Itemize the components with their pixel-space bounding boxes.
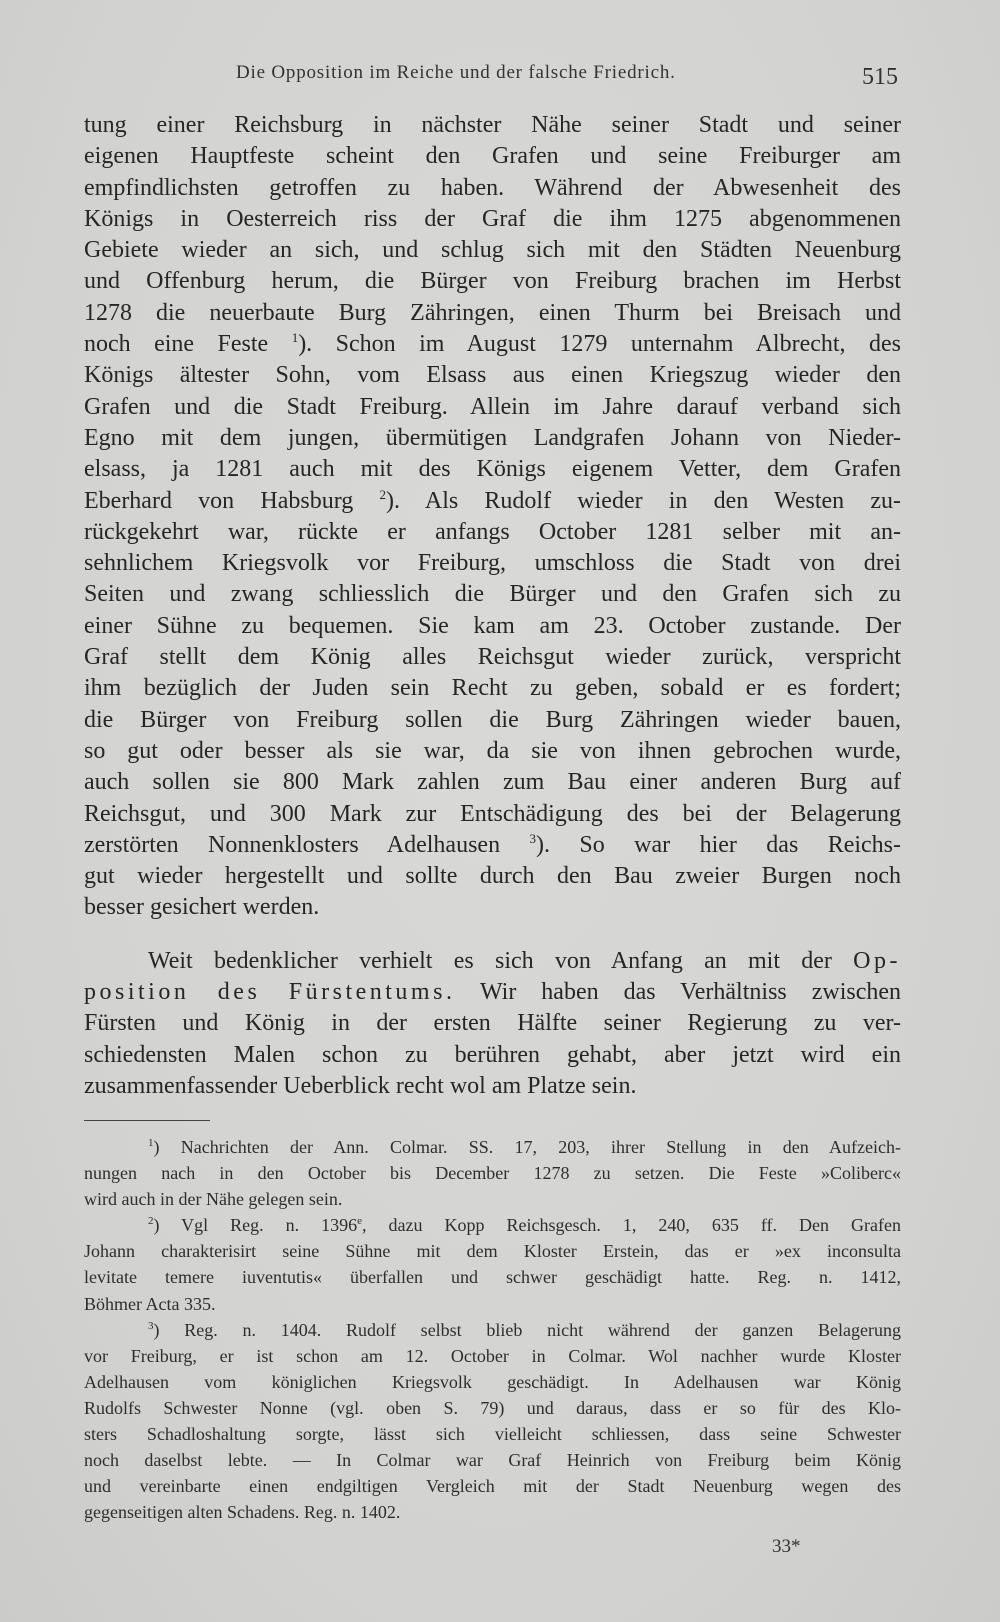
text-line: rückgekehrt war, rückte er anfangs October 1281 selber mit an- (84, 518, 901, 545)
text-line: Königs in Oesterreich riss der Graf die ihm 1275 abgenommenen (84, 205, 901, 232)
text-line: gut wieder hergestellt und sollte durch den Bau zweier Burgen noch (84, 863, 901, 890)
text-line: die Bürger von Freiburg sollen die Burg Zähringen wieder bauen, (84, 706, 901, 733)
page-number: 515 (862, 64, 898, 90)
text-fragment: Eberhard von Habsburg (84, 487, 354, 514)
text-line: elsass, ja 1281 auch mit des Königs eigenem Vetter, dem Grafen (84, 456, 901, 483)
footnote-line: gegenseitigen alten Schadens. Reg. n. 1402. (84, 1502, 401, 1523)
text-fragment: noch eine Feste (84, 331, 269, 358)
text-fragment: ). Als Rudolf wieder in den Westen zu- (385, 487, 902, 514)
page-header (84, 58, 904, 98)
text-fragment: ). Schon im August 1279 unternahm Albrecht, des (298, 331, 902, 358)
text-line: Egno mit dem jungen, übermütigen Landgrafen Johann von Nieder- (84, 424, 901, 451)
text-line: eigenen Hauptfeste scheint den Grafen und seine Freiburger am (84, 143, 901, 170)
text-fragment: Weit bedenklicher verhielt es sich von Anfang an mit der (148, 947, 854, 974)
text-line: schiedensten Malen schon zu berühren gehabt, aber jetzt wird ein (84, 1041, 901, 1068)
text-line: und Offenburg herum, die Bürger von Freiburg brachen im Herbst (84, 268, 901, 295)
text-line: Königs ältester Sohn, vom Elsass aus einen Kriegszug wieder den (84, 362, 901, 389)
text-line (84, 329, 901, 360)
text-line: einer Sühne zu bequemen. Sie kam am 23. October zustande. Der (84, 612, 901, 639)
footnote-marker-2: 2 (379, 486, 386, 502)
main-text (84, 110, 901, 1102)
footnote-text: ) Reg. n. 1404. Rudolf selbst blieb nicht während der ganzen Belagerung (153, 1319, 901, 1340)
text-line (84, 946, 901, 977)
printer-signature: 33* (772, 1536, 801, 1557)
footnote-divider (84, 1120, 210, 1121)
footnote-line (84, 1317, 901, 1343)
text-line: 1278 die neuerbaute Burg Zähringen, einen Thurm bei Breisach und (84, 299, 901, 326)
text-line: Gebiete wieder an sich, und schlug sich mit den Städten Neuenburg (84, 237, 901, 264)
footnotes (84, 1134, 901, 1525)
text-line: ihm bezüglich der Juden sein Recht zu geben, sobald er es fordert; (84, 675, 901, 702)
footnote-text: ) Nachrichten der Ann. Colmar. SS. 17, 203, ihrer Stellung in den Aufzeich- (153, 1137, 901, 1157)
text-line: so gut oder besser als sie war, da sie von ihnen gebrochen wurde, (84, 737, 901, 764)
footnote-line: Rudolfs Schwester Nonne (vgl. oben S. 79) und daraus, dass er so für des Klo- (84, 1397, 901, 1418)
text-line: empfindlichsten getroffen zu haben. Während der Abwesenheit des (84, 174, 901, 201)
footnote-line: wird auch in der Nähe gelegen sein. (84, 1189, 343, 1210)
text-line: auch sollen sie 800 Mark zahlen zum Bau einer anderen Burg auf (84, 769, 901, 796)
footnote-line: und vereinbarte einen endgiltigen Vergleich mit der Stadt Neuenburg wegen des (84, 1476, 901, 1497)
text-line: Grafen und die Stadt Freiburg. Allein im Jahre darauf verband sich (84, 393, 901, 420)
text-line: tung einer Reichsburg in nächster Nähe seiner Stadt und seiner (84, 112, 901, 138)
footnote-text: , dazu Kopp Reichsgesch. 1, 240, 635 ff. Den Grafen (362, 1215, 901, 1236)
text-line: zusammenfassender Ueberblick recht wol am Platze sein. (84, 1072, 637, 1099)
footnote-line: noch daselbst lebte. — In Colmar war Graf Heinrich von Freiburg beim König (84, 1450, 901, 1471)
text-line (84, 830, 901, 861)
paragraph-gap (84, 924, 901, 946)
text-line: Fürsten und König in der ersten Hälfte seiner Regierung zu ver- (84, 1010, 901, 1037)
footnote-text: ) Vgl Reg. n. 1396 (153, 1215, 358, 1236)
footnote-line: sters Schadloshaltung sorgte, lässt sich vielleicht schliessen, dass seine Schwester (84, 1424, 901, 1445)
text-fragment: Wir haben das Verhältniss zwischen (455, 979, 902, 1006)
footnote-number-2: 2 (148, 1215, 154, 1228)
text-fragment: ). So war hier das Reichs- (536, 831, 902, 858)
footnote-line (84, 1134, 901, 1160)
text-line: Reichsgut, und 300 Mark zur Entschädigung des bei der Belagerung (84, 800, 901, 827)
footnote-line: Adelhausen vom königlichen Kriegsvolk geschädigt. In Adelhausen war König (84, 1371, 901, 1392)
footnote-line: nungen nach in den October bis December 1278 zu setzen. Die Feste »Coliberc« (84, 1163, 901, 1184)
text-line: sehnlichem Kriegsvolk vor Freiburg, umschloss die Stadt von drei (84, 550, 901, 577)
emphasized-text: position des Fürstentums. (84, 979, 456, 1006)
text-line: besser gesichert werden. (84, 894, 320, 921)
footnote-line: levitate temere iuventutis« überfallen und schwer geschädigt hatte. Reg. n. 1412, (84, 1267, 901, 1288)
text-line (84, 486, 901, 517)
footnote-line: Johann charakterisirt seine Sühne mit dem Kloster Erstein, das er »ex inconsulta (84, 1241, 901, 1262)
emphasized-text: Op- (853, 947, 901, 974)
footnote-line: vor Freiburg, er ist schon am 12. October in Colmar. Wol nachher wurde Kloster (84, 1345, 901, 1366)
running-title: Die Opposition im Reiche und der falsche Friedrich. (236, 62, 676, 83)
footnote-marker-1: 1 (291, 330, 299, 346)
text-line: Graf stellt dem König alles Reichsgut wieder zurück, verspricht (84, 644, 901, 671)
text-fragment: zerstörten Nonnenklosters Adelhausen (84, 831, 501, 858)
footnote-line: Böhmer Acta 335. (84, 1293, 216, 1314)
footnote-marker-3: 3 (529, 830, 536, 846)
text-line (84, 977, 901, 1008)
footnote-number-1: 1 (148, 1137, 154, 1149)
superscript-letter: e (357, 1215, 363, 1228)
footnote-line (84, 1212, 901, 1238)
footnote-number-3: 3 (148, 1319, 154, 1332)
text-line: Seiten und zwang schliesslich die Bürger und den Grafen sich zu (84, 581, 901, 608)
